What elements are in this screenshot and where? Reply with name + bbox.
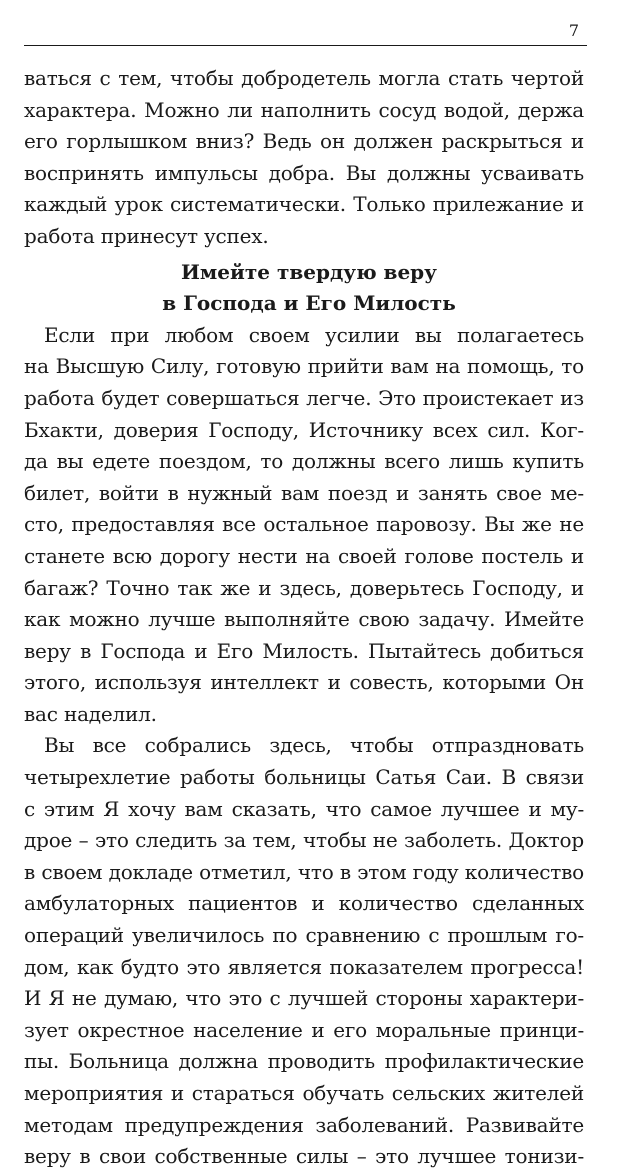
text-line: его горлышком вниз? Ведь он должен раскрыться и bbox=[24, 129, 584, 154]
text-line: работа будет совершаться легче. Это проистекает из bbox=[24, 385, 584, 410]
text-line: сто, предоставляя все остальное паровозу. Вы же не bbox=[24, 512, 584, 537]
text-line: багаж? Точно так же и здесь, доверьтесь Господу, и bbox=[24, 575, 584, 600]
intro-paragraph bbox=[24, 63, 584, 253]
text-line: да вы едете поездом, то должны всего лишь купить bbox=[24, 449, 584, 474]
page-number: 7 bbox=[568, 21, 579, 40]
text-line: на Высшую Силу, готовую прийти вам на помощь, то bbox=[24, 354, 584, 379]
text-line: воспринять импульсы добра. Вы должны усваивать bbox=[24, 160, 584, 185]
paragraph-1 bbox=[24, 320, 584, 731]
heading-line: Имейте твердую веру bbox=[181, 259, 437, 284]
text-line: с этим Я хочу вам сказать, что самое лучшее и му- bbox=[24, 796, 584, 821]
text-line: веру в свои собственные силы – это лучшее тонизи- bbox=[24, 1144, 584, 1169]
text-line: дом, как будто это является показателем прогресса! bbox=[24, 954, 584, 979]
text-line: этого, используя интеллект и совесть, которыми Он bbox=[24, 670, 584, 695]
paragraph-2 bbox=[24, 730, 584, 1172]
text-line: дрое – это следить за тем, чтобы не заболеть. Доктор bbox=[24, 828, 584, 853]
text-line: в своем докладе отметил, что в этом году количество bbox=[24, 859, 584, 884]
text-line: работа принесут успех. bbox=[24, 223, 269, 248]
text-line: Бхакти, доверия Господу, Источнику всех сил. Ког- bbox=[24, 417, 584, 442]
text-line: операций увеличилось по сравнению с прошлым го- bbox=[24, 923, 584, 948]
text-line: четырехлетие работы больницы Сатья Саи. В связи bbox=[24, 765, 584, 790]
text-line: мероприятия и стараться обучать сельских жителей bbox=[24, 1081, 584, 1105]
text-line: пы. Больница должна проводить профилактические bbox=[24, 1049, 584, 1074]
text-line: ваться с тем, чтобы добродетель могла стать чертой bbox=[24, 66, 584, 90]
heading-line: в Господа и Его Милость bbox=[162, 291, 456, 316]
text-line: каждый урок систематически. Только прилежание и bbox=[24, 192, 584, 217]
text-line: веру в Господа и Его Милость. Пытайтесь добиться bbox=[24, 638, 584, 663]
text-line: амбулаторных пациентов и количество сделанных bbox=[24, 891, 584, 916]
text-line: станете всю дорогу нести на своей голове постель и bbox=[24, 543, 584, 568]
section-heading bbox=[24, 257, 584, 320]
text-line: как можно лучше выполняйте свою задачу. Имейте bbox=[24, 607, 584, 632]
text-line: характера. Можно ли наполнить сосуд водой, держа bbox=[24, 97, 584, 122]
text-line: Вы все собрались здесь, чтобы отпраздновать bbox=[44, 733, 584, 758]
text-line: вас наделил. bbox=[24, 701, 157, 726]
header-rule bbox=[24, 45, 587, 46]
text-line: методам предупреждения заболеваний. Развивайте bbox=[24, 1112, 584, 1137]
text-line: Если при любом своем усилии вы полагаетесь bbox=[44, 322, 584, 347]
text-line: зует окрестное население и его моральные принци- bbox=[24, 1017, 584, 1042]
text-line: билет, войти в нужный вам поезд и занять свое ме- bbox=[24, 480, 584, 505]
text-line: И Я не думаю, что это с лучшей стороны характери- bbox=[24, 986, 584, 1011]
page-content bbox=[24, 63, 584, 1173]
